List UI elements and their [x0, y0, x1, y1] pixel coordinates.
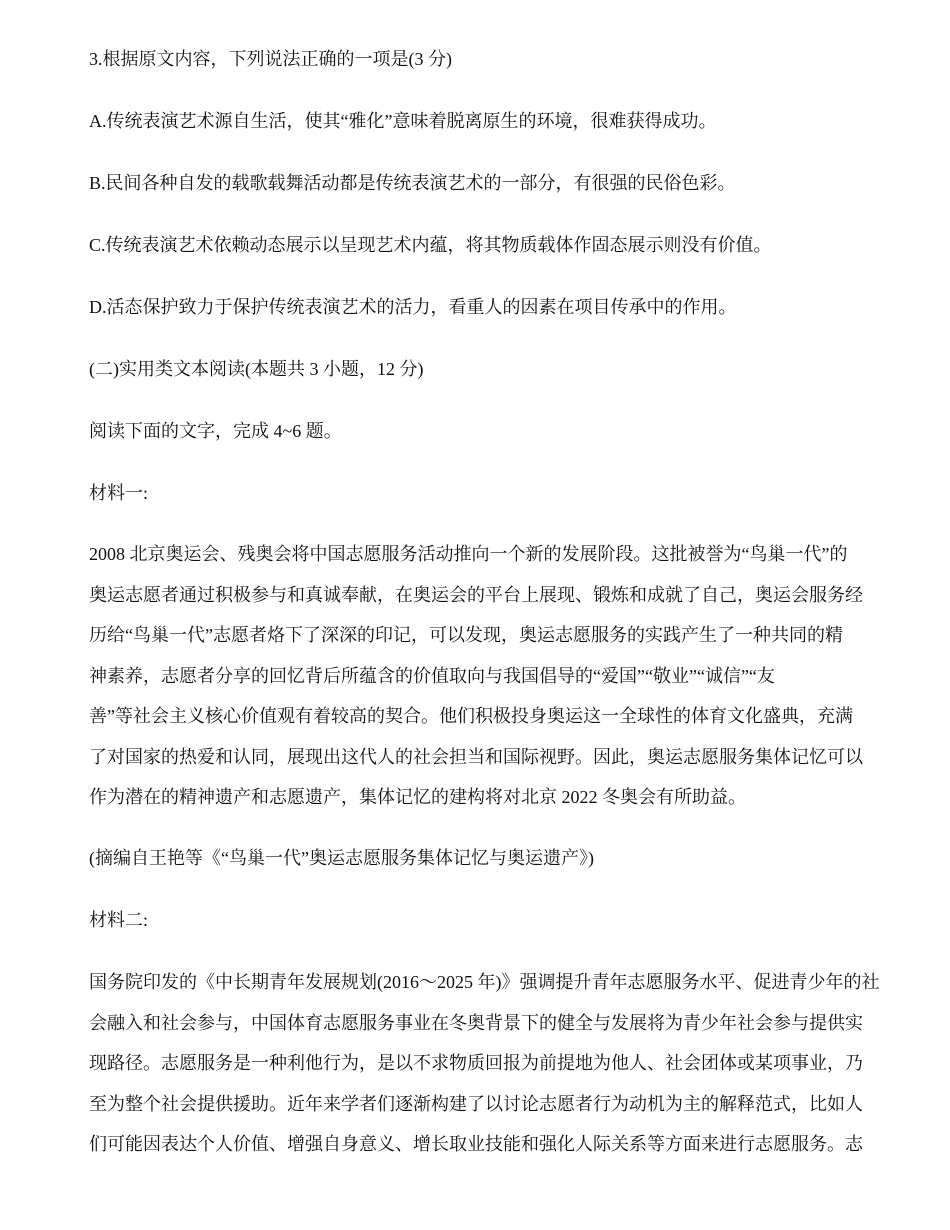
material-1-line: 奥运志愿者通过积极参与和真诚奉献，在奥运会的平台上展现、锻炼和成就了自己，奥运会服务经	[89, 584, 863, 605]
material-1-line: 2008 北京奥运会、残奥会将中国志愿服务活动推向一个新的发展阶段。这批被誉为“鸟巢一代”的	[89, 544, 848, 564]
material-2-line: 现路径。志愿服务是一种利他行为，是以不求物质回报为前提地为他人、社会团体或某项事业，乃	[89, 1053, 863, 1073]
material-2-line: 国务院印发的《中长期青年发展规划(2016～2025 年)》强调提升青年志愿服务水平、促进青少年的社	[89, 972, 880, 992]
question-3-option-d: D.活态保护致力于保护传统表演艺术的活力，看重人的因素在项目传承中的作用。	[89, 297, 737, 317]
material-1-source: (摘编自王艳等《“鸟巢一代”奥运志愿服务集体记忆与奥运遗产》)	[89, 848, 594, 868]
material-2-label: 材料二:	[89, 910, 149, 930]
material-1-line: 善”等社会主义核心价值观有着较高的契合。他们积极投身奥运这一全球性的体育文化盛典，充满	[89, 706, 853, 726]
section-heading: (二)实用类文本阅读(本题共 3 小题，12 分)	[89, 359, 424, 379]
question-3-option-c: C.传统表演艺术依赖动态展示以呈现艺术内蕴，将其物质载体作固态展示则没有价值。	[89, 235, 772, 255]
material-1-line: 历给“鸟巢一代”志愿者烙下了深深的印记，可以发现，奥运志愿服务的实践产生了一种共同的精	[89, 625, 843, 645]
material-2-body	[89, 962, 914, 1165]
material-1-body	[89, 534, 914, 818]
material-2-line: 们可能因表达个人价值、增强自身意义、增长取业技能和强化人际关系等方面来进行志愿服务。志	[89, 1134, 863, 1154]
material-1-label: 材料一:	[89, 483, 149, 503]
material-1-line: 作为潜在的精神遗产和志愿遗产，集体记忆的建构将对北京 2022 冬奥会有所助益。	[89, 787, 746, 807]
material-1-line: 了对国家的热爱和认同，展现出这代人的社会担当和国际视野。因此，奥运志愿服务集体记忆可以	[89, 746, 863, 767]
question-3-option-b: B.民间各种自发的载歌载舞活动都是传统表演艺术的一部分，有很强的民俗色彩。	[89, 173, 736, 193]
question-3-stem: 3.根据原文内容，下列说法正确的一项是(3 分)	[89, 49, 452, 69]
material-1-line: 神素养，志愿者分享的回忆背后所蕴含的价值取向与我国倡导的“爱国”“敬业”“诚信”“友	[89, 665, 775, 686]
material-2-line: 至为整个社会提供援助。近年来学者们逐渐构建了以讨论志愿者行为动机为主的解释范式，比如人	[89, 1093, 863, 1114]
section-instruction: 阅读下面的文字，完成 4~6 题。	[89, 421, 342, 441]
material-2-line: 会融入和社会参与，中国体育志愿服务事业在冬奥背景下的健全与发展将为青少年社会参与提供实	[89, 1012, 863, 1033]
question-3-option-a: A.传统表演艺术源自生活，使其“雅化”意味着脱离原生的环境，很难获得成功。	[89, 111, 717, 131]
